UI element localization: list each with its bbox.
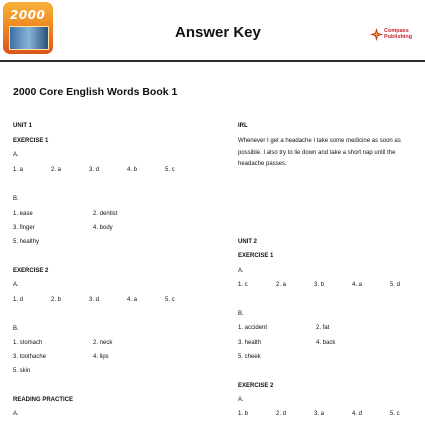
unit-2-heading: UNIT 2 [238, 239, 258, 245]
answer-item: 1. c [238, 282, 248, 288]
part-a-label: A. [13, 411, 19, 417]
answer-item: 5. healthy [13, 239, 40, 245]
book-title: 2000 Core English Words Book 1 [13, 86, 178, 98]
cover-number: 2000 [10, 8, 46, 22]
answer-item: 5. c [165, 167, 175, 173]
answer-item: 3. toothache [13, 354, 47, 360]
answer-item: 1. b [238, 411, 249, 417]
answer-item: 5. skin [13, 368, 31, 374]
exercise-2-heading: EXERCISE 2 [13, 268, 49, 274]
compass-star-icon [370, 28, 383, 41]
answer-item: 2. neck [93, 340, 113, 346]
answer-item: 4. b [127, 167, 138, 173]
publisher-name: Compass Publishing [384, 28, 413, 40]
answer-item: 4. lips [93, 354, 109, 360]
answer-item: 4. a [127, 297, 138, 303]
answer-item: 3. health [238, 340, 262, 346]
header-divider [0, 60, 425, 62]
part-a-label: A. [238, 268, 244, 274]
irl-heading: IRL [238, 123, 248, 129]
part-a-label: A. [13, 282, 19, 288]
page-title: Answer Key [175, 24, 261, 41]
publisher-logo [370, 28, 420, 46]
answer-item: 3. b [314, 282, 325, 288]
answer-item: 1. stomach [13, 340, 43, 346]
answer-item: 2. a [51, 167, 62, 173]
reading-practice-heading: READING PRACTICE [13, 397, 74, 403]
cover-photo [9, 26, 49, 50]
answer-item: 4. a [352, 282, 363, 288]
answer-item: 3. a [314, 411, 325, 417]
irl-paragraph: Whenever I get a headache I take some medicine as soon as possible. I also try to lie down and take a short nap until the headache passes. [238, 138, 401, 167]
answer-item: 4. d [352, 411, 363, 417]
answer-item: 2. fat [316, 325, 330, 331]
answer-item: 5. d [390, 282, 401, 288]
answer-item: 2. a [276, 282, 287, 288]
part-b-label: B. [238, 311, 244, 317]
answer-item: 2. d [276, 411, 287, 417]
answer-item: 3. d [89, 167, 100, 173]
answer-item: 1. d [13, 297, 24, 303]
exercise-1-heading: EXERCISE 1 [13, 138, 49, 144]
exercise-1-heading: EXERCISE 1 [238, 253, 274, 259]
book-cover-image [3, 2, 53, 54]
answer-item: 1. accident [238, 325, 268, 331]
part-a-label: A. [13, 152, 19, 158]
page-header [0, 0, 425, 60]
answer-item: 2. b [51, 297, 62, 303]
answer-item: 3. d [89, 297, 100, 303]
part-a-label: A. [238, 397, 244, 403]
answer-item: 4. body [93, 225, 113, 231]
part-b-label: B. [13, 326, 19, 332]
answer-item: 5. c [165, 297, 175, 303]
exercise-2-heading: EXERCISE 2 [238, 383, 274, 389]
answer-item: 2. dentist [93, 211, 118, 217]
answer-item: 4. back [316, 340, 336, 346]
answer-item: 5. c [390, 411, 400, 417]
answer-item: 1. ease [13, 211, 33, 217]
answer-item: 1. a [13, 167, 24, 173]
answer-item: 5. cheek [238, 354, 261, 360]
answer-item: 3. finger [13, 225, 35, 231]
unit-1-heading: UNIT 1 [13, 123, 33, 129]
part-b-label: B. [13, 196, 19, 202]
